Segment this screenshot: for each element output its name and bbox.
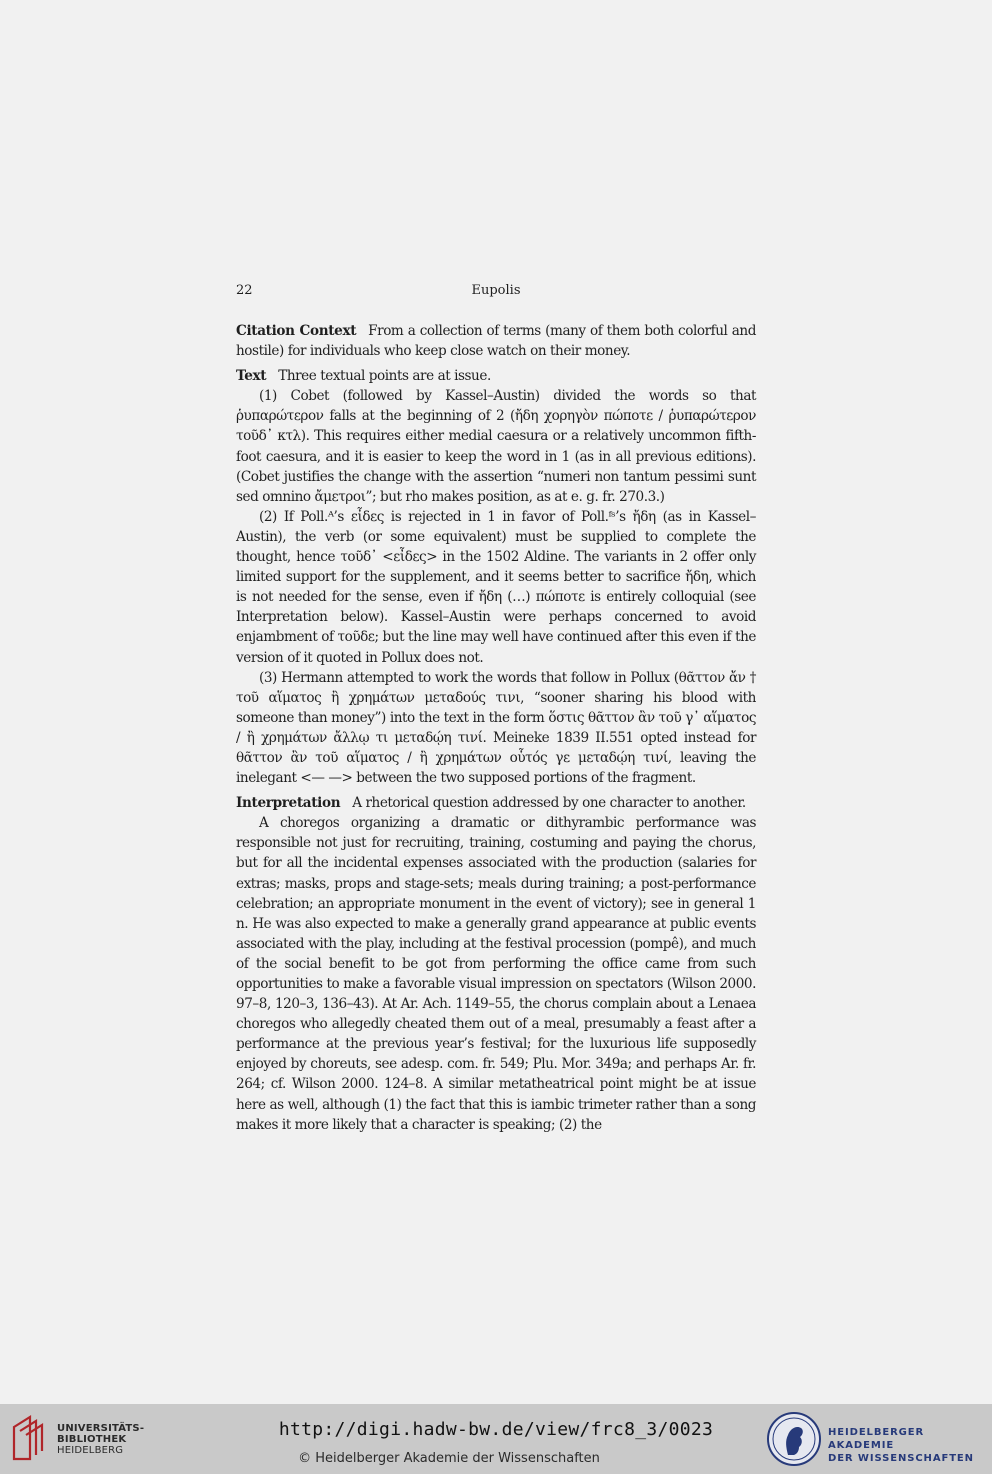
interpretation-label: Interpretation [236,795,341,812]
interpretation-paragraph-1: A choregos organizing a dramatic or dithyrambic performance was responsible not just for recruiting, training, costuming and paying the chorus, but for all the incidental expenses associated with the production (salaries for extras; masks, props and stage-sets; meals during training; a post-performance celebration; an appropriate monument in the event of victory); see in general 1 n. He was also expected to make a generally grand appearance at public events associated with the play, including at the festival procession (pompê), and much of the social benefit to be got from performing the office came from such opportunities to make a favorable visual impression on spectators (Wilson 2000. 97–8, 120–3, 136–43). At Ar. Ach. 1149–55, the chorus complain about a Lenaea choregos who allegedly cheated them out of a meal, presumably a feast after a performance at the previous year’s festival; for the luxurious life supposedly enjoyed by choreuts, see adesp. com. fr. 549; Plu. Mor. 349a; and perhaps Ar. fr. 264; cf. Wilson 2000. 124–8. A similar metatheatrical point might be at issue here as well, although (1) the fact that this is iambic trimeter rather than a song makes it more likely that a character is speaking; (2) the [236,815,756,1133]
library-name-line-2: BIBLIOTHEK [57,1434,127,1445]
academy-name [828,1426,992,1465]
citation-context-paragraph [236,321,756,361]
text-point-2: (2) If Poll.ᴬ’s εἶδες is rejected in 1 in favor of Poll.ᶠˢ’s ἤδη (as in Kassel–Austin), the verb (or some equivalent) must be supplied to complete the thought, hence τοῦδ᾽ <εἶδες> in the 1502 Aldine. The variants in 2 offer only limited support for the supplement, and it seems better to sacrifice ἤδη, which is not needed for the sense, even if ἤδη (…) πώποτε is entirely colloquial (see Interpretation below). Kassel–Austin were perhaps concerned to avoid enjambment of τοῦδε; but the line may well have continued after this even if the version of it quoted in Pollux does not. [236,508,756,666]
text-point-3: (3) Hermann attempted to work the words that follow in Pollux (θᾶττον ἄν † τοῦ αἵματος ἢ χρημάτων μεταδούς τινι, “sooner sharing his blood with someone than money”) into the text in the form ὅστις θᾶττον ἂν τοῦ γ᾽ αἵματος / ἢ χρημάτων ἄλλῳ τι μεταδῴη τινί. Meineke 1839 II.551 opted instead for θᾶττον ἂν τοῦ αἵματος / ἢ χρημάτων οὗτός γε μεταδῴη τινί, leaving the inelegant <— —> between the two supposed portions of the fragment. [236,669,756,787]
copyright-notice: © Heidelberger Akademie der Wissenschaften [298,1451,600,1466]
permalink-url[interactable]: http://digi.hadw-bw.de/view/frc8_3/0023 [278,1419,714,1440]
text-point-1: (1) Cobet (followed by Kassel–Austin) divided the words so that ῥυπαρώτερον falls at the beginning of 2 (ἤδη χορηγὸν πώποτε / ῥυπαρώτερον τοῦδ᾽ κτλ). This requires either medial caesura or a relatively uncommon fifth-foot caesura, and it is easier to keep the word in 1 (as in all previous editions). (Cobet justifies the change with the assertion “numeri non tantum pessimi sunt sed omnino ἄμετροι”; but rho makes position, as at e. g. fr. 270.3.) [236,388,756,505]
text-label: Text [236,368,267,385]
page-number: 22 [236,283,253,298]
running-title: Eupolis [471,283,521,298]
text-intro: Three textual points are at issue. [278,368,491,385]
viewer-footer [0,1404,992,1474]
library-name-line-3: HEIDELBERG [57,1445,124,1456]
running-head [236,283,756,303]
citation-context-label: Citation Context [236,323,357,339]
citation-context-text: From a collection of terms (many of them both colorful and hostile) for individuals who keep close watch on their money. [236,323,756,360]
library-name-line-1: UNIVERSITÄTS- [57,1423,145,1434]
text-section-heading [236,366,756,386]
academy-name-line-1: HEIDELBERGER AKADEMIE [828,1427,925,1451]
interpretation-heading [236,793,756,813]
academy-seal-icon [766,1411,822,1467]
commentary-text [236,321,756,1135]
interpretation-intro: A rhetorical question addressed by one character to another. [352,795,746,812]
academy-name-line-2: DER WISSENSCHAFTEN [828,1453,974,1464]
